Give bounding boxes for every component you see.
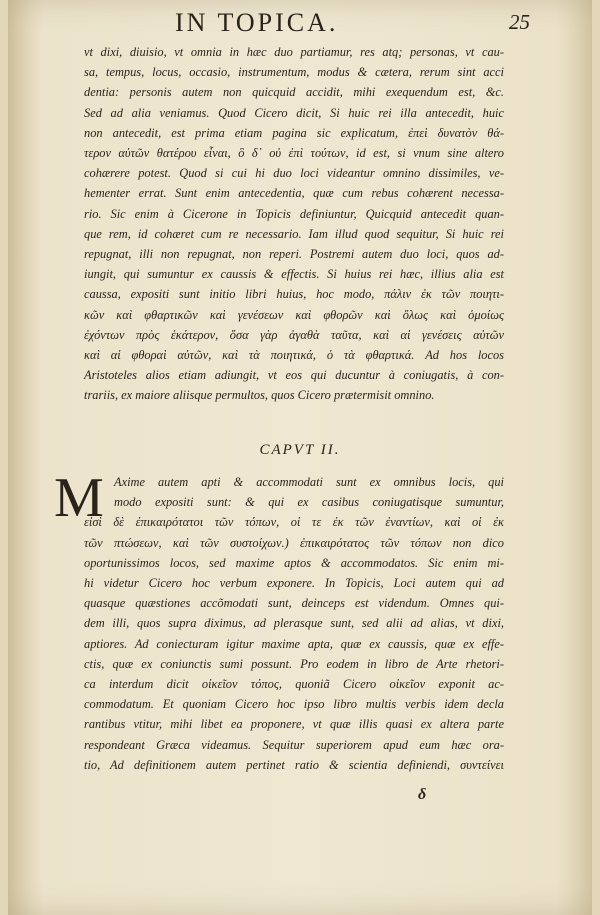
text-line: hi videtur Cicero hoc verbum exponere. In Topicis, Loci autem qui ad <box>84 576 504 591</box>
text-line: cohærere potest. Quod si cui hi duo loci videantur omnino dissimiles, ve- <box>84 166 504 181</box>
text-line: quasque quæstiones accõmodati sunt, deinceps est videndum. Omnes qui- <box>84 596 504 611</box>
text-line: non antecedit, est prima etiam pagina sic explicatum, ἐπεὶ δυνατὸν θά- <box>84 125 504 140</box>
chapter-heading: CAPVT II. <box>259 442 341 458</box>
text-line: trariis, ex maiore aliisque permultos, quos Cicero prætermisit omnino. <box>84 388 435 403</box>
text-line: dentia: personis autem non quicquid accidit, mihi exequendum est, &c. <box>84 85 504 100</box>
text-line: κῶν καὶ φθαρτικῶν καὶ γενέσεων καὶ φθορῶν καὶ ὅλως καὶ ὁμοίως <box>84 307 504 322</box>
page-title: IN TOPICA. <box>175 8 339 37</box>
text-line: ctis, quæ ex coniunctis sumi possunt. Pro eodem in libro de Arte rhetori- <box>84 656 504 671</box>
catchword: δ <box>418 786 427 803</box>
text-line: caussa, expositi sunt initio libri huius, hoc modo, πάλιν ἐκ τῶν ποιητι- <box>84 287 504 302</box>
page-number: 25 <box>509 10 530 34</box>
text-line: vt dixi, diuisio, vt omnia in hæc duo partiamur, res atq; personas, vt cau- <box>84 45 504 59</box>
running-head <box>0 8 600 38</box>
text-line: oportunissimos locos, sed maxime aptos & accommodatos. Sic enim mi- <box>84 555 504 570</box>
text-line: que rem, id cohæret cum re necessario. Iam illud quod sequitur, Si huic rei <box>84 226 504 241</box>
text-line: sa, tempus, locus, occasio, instrumentum, modus & cætera, rerum sint acci <box>84 65 504 80</box>
text-line: commodatum. Et quoniam Cicero hoc ipso libro multis verbis idem decla <box>84 697 504 712</box>
text-line: καὶ αἱ φθοραὶ αὐτῶν, καὶ τὰ ποιητικά, ὁ τὰ φθαρτικά. Ad hos locos <box>84 348 504 363</box>
text-line: εἰσὶ δὲ ἐπικαιρότατοι τῶν τόπων, οἱ τε ἐκ τῶν ἐναντίων, καὶ οἱ ἐκ <box>84 515 504 530</box>
text-line: Axime autem apti & accommodati sunt ex omnibus locis, qui <box>114 475 504 489</box>
text-line: rantibus vtitur, mihi libet ea proponere, vt quæ illis quasi ex altera parte <box>84 717 504 732</box>
text-line: rio. Sic enim à Cicerone in Topicis definiuntur, Quicquid antecedit quan- <box>84 206 504 221</box>
text-line: Sed ad alia veniamus. Quod Cicero dicit, Si huic rei illa antecedit, huic <box>84 105 504 120</box>
text-line: τῶν πτώσεων, καὶ τῶν συστοίχων.) ἐπικαιρότατος τῶν τόπων non dico <box>84 535 504 550</box>
text-line: τερον αὐτῶν θατέρου εἶναι, ὃ δ᾽ οὐ ἐπὶ τούτων, id est, si vnum sine altero <box>84 146 504 161</box>
drop-cap-initial: M <box>54 467 104 529</box>
text-line: tio, Ad definitionem autem pertinet ratio & scientia definiendi, συντείνει <box>84 757 504 772</box>
text-line: respondeant Græca videamus. Sequitur superiorem apud eum hæc ora- <box>84 737 504 752</box>
chapter-body <box>84 472 504 775</box>
text-line: dem illi, quos supra diximus, ad plerasque sunt, sed alii ad alias, vt dixi, <box>84 616 504 631</box>
text-line: Aristoteles alios etiam adiungit, vt eos qui ducuntur à coniugatis, à con- <box>84 368 504 383</box>
text-line: repugnat, illi non repugnat, non reperi. Postremi autem duo loci, quos ad- <box>84 247 504 262</box>
text-line: aptiores. Ad coniecturam igitur maxime apta, quæ ex caussis, quæ ex effe- <box>84 636 504 651</box>
text-line: ca interdum dicit οἰκεῖον τόπος, quoniã Cicero οἰκεῖον exponit ac- <box>84 677 504 692</box>
paragraph-continuation <box>84 42 504 406</box>
text-line: modo expositi sunt: & qui ex casibus coniugatisque sumuntur, <box>114 495 504 510</box>
text-line: hementer errat. Sunt enim antecedentia, quæ cum rebus cohærent necessa- <box>84 186 504 201</box>
text-line: iungit, qui sumuntur ex caussis & effectis. Si huius rei hæc, illius alia est <box>84 267 504 282</box>
text-line: ἐχόντων πρὸς ἑκάτερον, ὅσα γὰρ ἀγαθὰ ταῦτα, καὶ αἱ γενέσεις αὐτῶν <box>84 327 504 342</box>
